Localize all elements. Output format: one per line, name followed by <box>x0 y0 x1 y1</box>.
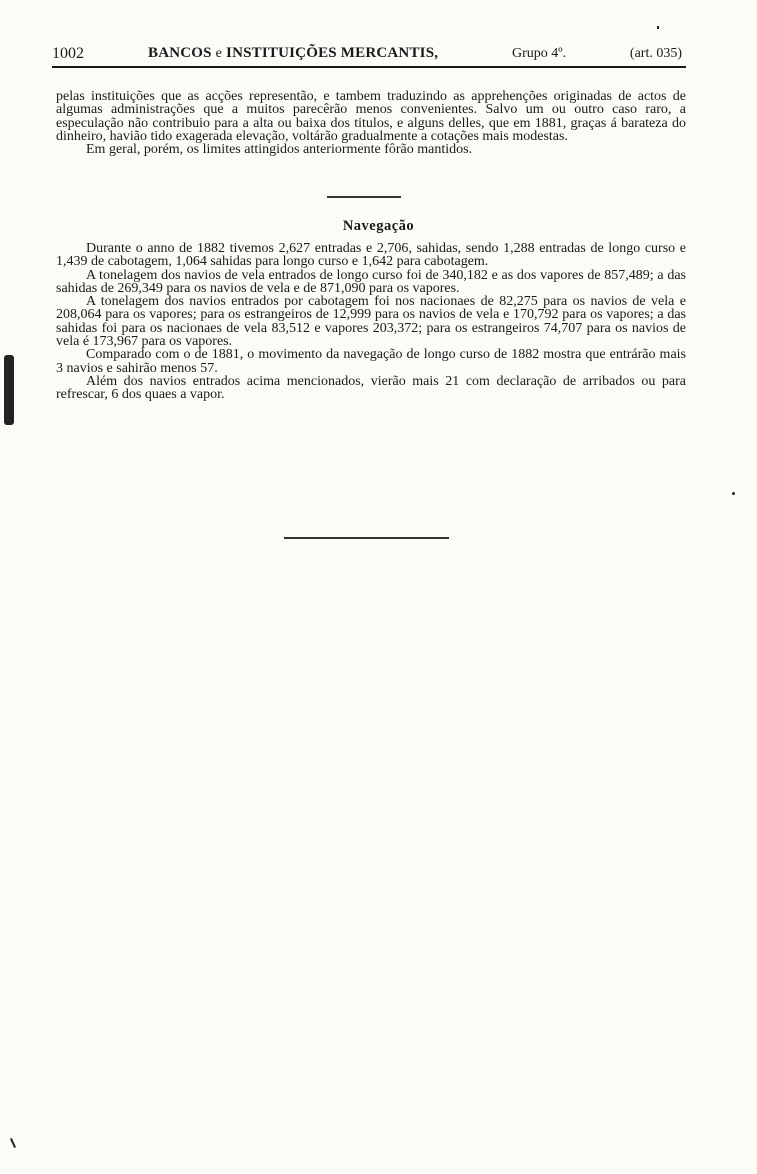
intro-paragraph: pelas instituições que as acções representão, e tambem traduzindo as apprehenções originadas de actos de algumas administrações que a muitos parecêrão menos convenientes. Salvo um ou outro caso raro, a especulação não contribuio para a alta ou baixa dos titulos, e alguns delles, que em 1881, graças á barateza do dinheiro, havião tido exagerada elevação, voltárão gradualmente a cotações mais modestas. <box>56 89 686 144</box>
scan-speck <box>732 492 735 495</box>
scan-mark <box>4 355 14 425</box>
intro-text <box>56 90 686 156</box>
group-label: Grupo 4º. <box>512 46 567 61</box>
intro-paragraph: Em geral, porém, os limites attingidos anteriormente fôrão mantidos. <box>86 142 473 158</box>
section-paragraph: Comparado com o de 1881, o movimento da navegação de longo curso de 1882 mostra que entrárão mais 3 navios e sahirão menos 57. <box>56 347 686 376</box>
page-number: 1002 <box>52 45 84 62</box>
navigation-section-text <box>56 242 686 402</box>
scan-speck <box>657 26 659 29</box>
running-header <box>52 44 686 68</box>
section-heading: Navegação <box>342 218 415 234</box>
section-paragraph: A tonelagem dos navios de vela entrados de longo curso foi de 340,182 e as dos vapores de 857,489; a das sahidas de 269,349 para os navios de vela e de 871,090 para os vapores. <box>56 267 686 296</box>
running-title-part1: BANCOS <box>148 45 212 61</box>
section-paragraph: A tonelagem dos navios entrados por cabotagem foi nos nacionaes de 82,275 para os navios de vela e 208,064 para os vapores; para os estrangeiros de 12,999 para os navios de vela e 170,792 para os vapores; a das sahidas foi para os nacionaes de vela 83,512 e vapores 203,372; para os estrangeiros 74,707 para os navios de vela é 173,967 para os vapores. <box>56 294 686 350</box>
running-title-part2: INSTITUIÇÕES MERCANTIS, <box>226 45 439 61</box>
section-paragraph: Além dos navios entrados acima mencionados, vierão mais 21 com declaração de arribados ou para refrescar, 6 dos quaes a vapor. <box>56 373 686 403</box>
section-divider <box>327 196 401 198</box>
running-title-conjunction: e <box>215 46 223 61</box>
scan-speck <box>10 1138 16 1148</box>
article-reference: (art. 035) <box>629 46 682 61</box>
section-paragraph: Durante o anno de 1882 tivemos 2,627 entradas e 2,706, sahidas, sendo 1,288 entradas de longo curso e 1,439 de cabotagem, 1,064 sahidas para longo curso e 1,642 para cabotagem. <box>56 241 686 270</box>
end-divider <box>284 537 449 539</box>
running-title <box>148 45 438 62</box>
